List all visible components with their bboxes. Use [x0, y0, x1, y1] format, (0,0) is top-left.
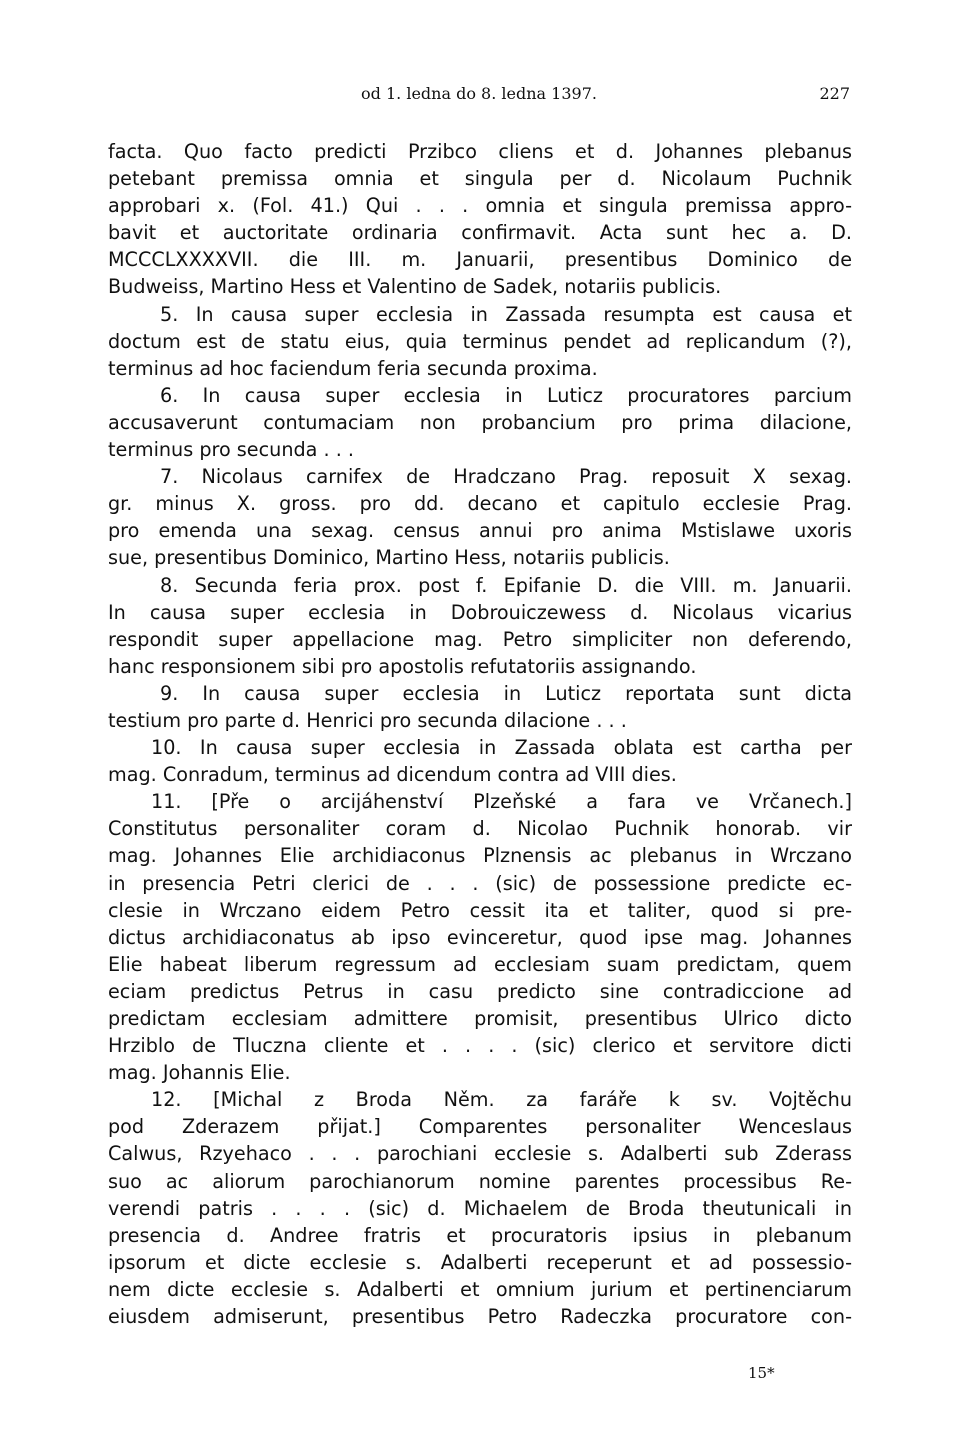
- paragraph-12-heading: 12. [Michal z Broda Něm. za faráře k sv. Vojtěchu: [151, 1088, 852, 1112]
- paragraph-5-line: 5. In causa super ecclesia in Zassada resumpta est causa et: [160, 302, 852, 326]
- text-line: Constitutus personaliter coram d. Nicolao Puchnik honorab. vir: [108, 817, 852, 841]
- text-line: approbari x. (Fol. 41.) Qui . . . omnia et singula premissa appro-: [108, 194, 852, 218]
- text-line: mag. Johannes Elie archidiaconus Plznensis ac plebanus in Wrczano: [108, 844, 852, 868]
- signature-mark: 15*: [748, 1364, 775, 1382]
- running-head: [108, 84, 850, 106]
- paragraph-10-line: 10. In causa super ecclesia in Zassada oblata est cartha per: [151, 736, 852, 760]
- paragraph-8-line: 8. Secunda feria prox. post f. Epifanie D. die VIII. m. Januarii.: [160, 573, 852, 597]
- text-line: eiusdem admiserunt, presentibus Petro Radeczka procuratore con-: [108, 1305, 852, 1329]
- text-line: nem dicte ecclesie s. Adalberti et omnium jurium et pertinenciarum: [108, 1277, 852, 1301]
- text-line: MCCCLXXXXVII. die III. m. Januarii, presentibus Dominico de: [108, 248, 852, 272]
- text-line: dictus archidiaconatus ab ipso evinceretur, quod ipse mag. Johannes: [108, 925, 852, 949]
- paragraph-6-line: 6. In causa super ecclesia in Luticz procuratores parcium: [160, 383, 852, 407]
- text-line: pod Zderazem přijat.] Comparentes personaliter Wenceslaus: [108, 1115, 852, 1139]
- text-line: mag. Johannis Elie.: [108, 1061, 291, 1085]
- text-line: facta. Quo facto predicti Przibco cliens et d. Johannes plebanus: [108, 140, 852, 163]
- text-line: testium pro parte d. Henrici pro secunda dilacione . . .: [108, 708, 627, 732]
- text-line: Elie habeat liberum regressum ad ecclesiam suam predictam, quem: [108, 952, 852, 976]
- text-line: suo ac aliorum parochianorum nomine parentes processibus Re-: [108, 1169, 852, 1193]
- text-line: Hrziblo de Tluczna cliente et . . . . (sic) clerico et servitore dicti: [108, 1034, 852, 1058]
- text-line: bavit et auctoritate ordinaria confirmavit. Acta sunt hec a. D.: [108, 221, 852, 245]
- text-line: gr. minus X. gross. pro dd. decano et capitulo ecclesie Prag.: [108, 492, 852, 516]
- text-line: doctum est de statu eius, quia terminus pendet ad replicandum (?),: [108, 329, 852, 353]
- text-line: hanc responsionem sibi pro apostolis refutatoriis assignando.: [108, 654, 697, 678]
- paragraph-11-heading: 11. [Pře o arcijáhenství Plzeňské a fara ve Vrčanech.]: [151, 790, 852, 814]
- text-line: petebant premissa omnia et singula per d. Nicolaum Puchnik: [108, 167, 852, 191]
- paragraph-9-line: 9. In causa super ecclesia in Luticz reportata sunt dicta: [160, 681, 852, 705]
- text-line: terminus pro secunda . . .: [108, 438, 355, 462]
- text-line: presencia d. Andree fratris et procuratoris ipsius in plebanum: [108, 1223, 852, 1247]
- text-line: eciam predictus Petrus in casu predicto sine contradiccione ad: [108, 979, 852, 1003]
- text-line: Budweiss, Martino Hess et Valentino de Sadek, notariis publicis.: [108, 275, 722, 299]
- page-number: 227: [819, 84, 850, 103]
- text-line: ipsorum et dicte ecclesie s. Adalberti receperunt et ad possessio-: [108, 1250, 852, 1274]
- text-line: mag. Conradum, terminus ad dicendum contra ad VIII dies.: [108, 763, 677, 787]
- running-title: od 1. ledna do 8. ledna 1397.: [361, 84, 597, 103]
- text-line: verendi patris . . . . (sic) d. Michaelem de Broda theutunicali in: [108, 1196, 852, 1220]
- text-line: Calwus, Rzyehaco . . . parochiani ecclesie s. Adalberti sub Zderass: [108, 1142, 852, 1166]
- text-line: terminus ad hoc faciendum feria secunda proxima.: [108, 356, 598, 380]
- text-line: sue, presentibus Dominico, Martino Hess, notariis publicis.: [108, 546, 670, 570]
- text-line: predictam ecclesiam admittere promisit, presentibus Ulrico dicto: [108, 1007, 852, 1030]
- body-text: [108, 138, 852, 1330]
- text-line: clesie in Wrczano eidem Petro cessit ita et taliter, quod si pre-: [108, 898, 852, 922]
- text-line: respondit super appellacione mag. Petro simpliciter non deferendo,: [108, 627, 852, 651]
- paragraph-7-line: 7. Nicolaus carnifex de Hradczano Prag. reposuit X sexag.: [160, 465, 852, 489]
- text-line: in presencia Petri clerici de . . . (sic) de possessione predicte ec-: [108, 871, 852, 895]
- text-line: pro emenda una sexag. census annui pro anima Mstislawe uxoris: [108, 519, 852, 543]
- text-line: accusaverunt contumaciam non probancium pro prima dilacione,: [108, 410, 852, 434]
- text-line: In causa super ecclesia in Dobrouiczewess d. Nicolaus vicarius: [108, 600, 852, 624]
